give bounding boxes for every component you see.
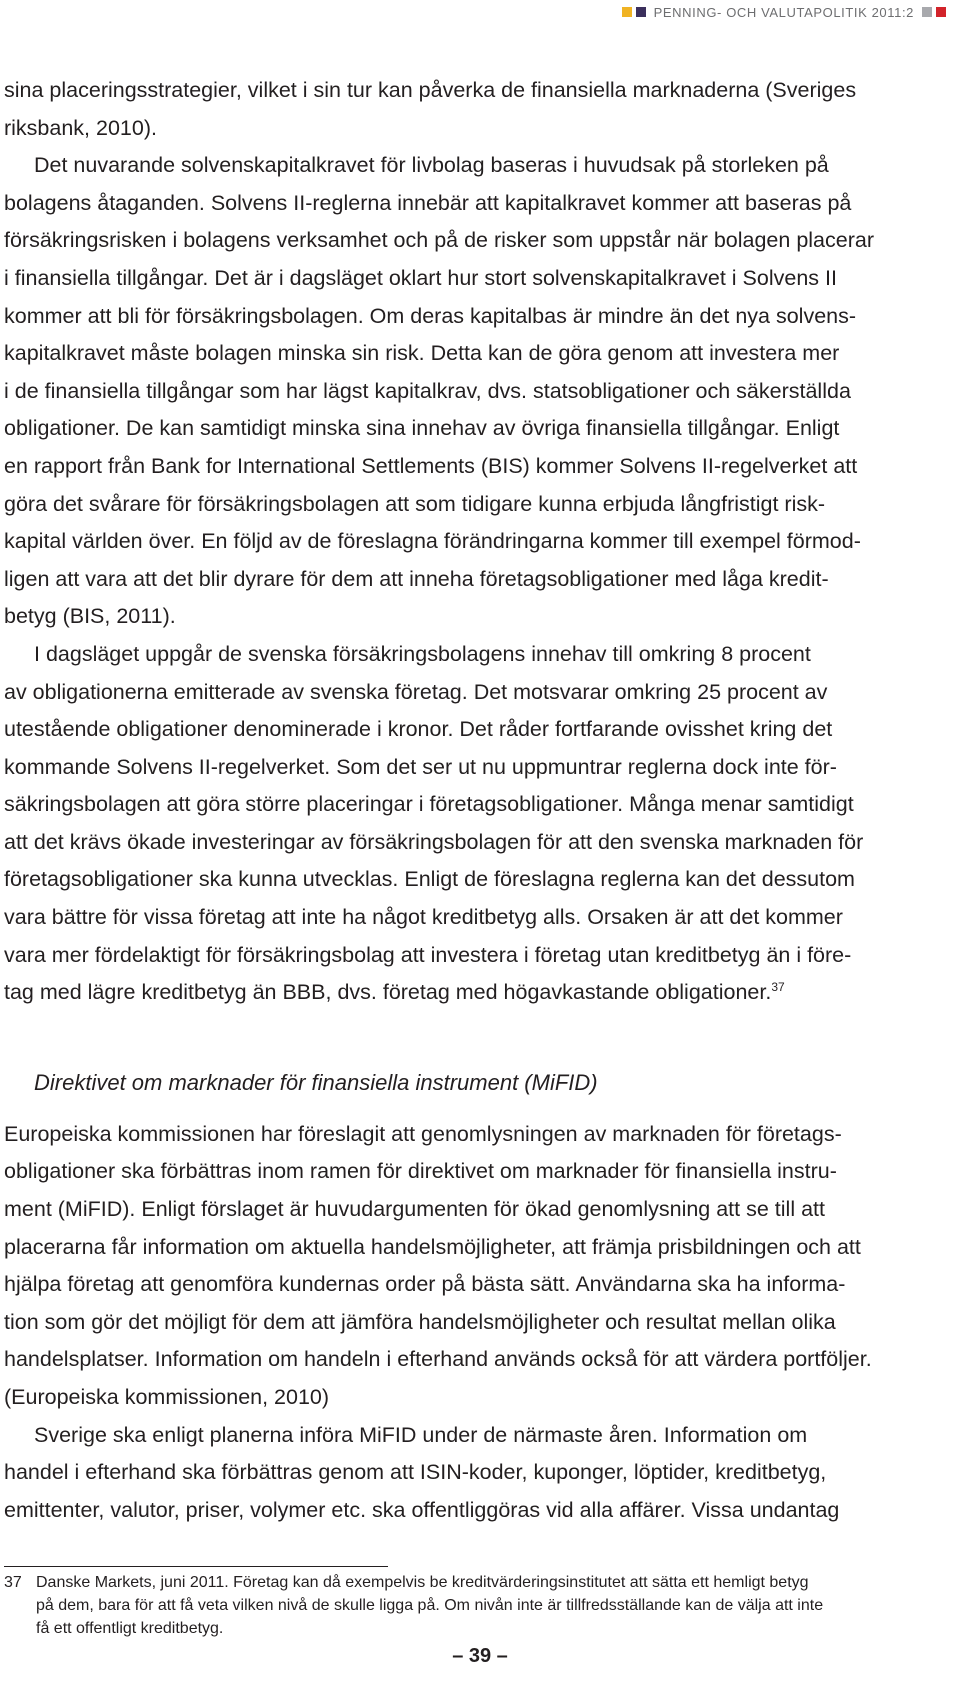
text-line: att det krävs ökade investeringar av försäkringsbolagen för att den svenska marknaden för [4,829,864,854]
text-block-mifid [4,1116,956,1530]
text-line: i finansiella tillgångar. Det är i dagsläget oklart hur stort solvenskapitalkravet i Solvens II [4,265,837,290]
text-line: vara bättre för vissa företag att inte ha något kreditbetyg alls. Orsaken är att det kommer [4,905,843,930]
footnote [4,1571,956,1640]
header-square-yellow-icon [622,7,632,17]
text-line: hjälpa företag att genomföra kundernas order på bästa sätt. Användarna ska ha informa- [4,1272,846,1297]
footnote-line: få ett offentligt kreditbetyg. [36,1620,224,1637]
text-line: I dagsläget uppgår de svenska försäkringsbolagens innehav till omkring 8 procent [34,641,811,666]
text-block-solvens [4,72,956,1012]
paragraph [4,1116,956,1417]
paragraph [4,72,956,147]
footnote-line: på dem, bara för att få veta vilken nivå de skulle ligga på. Om nivån inte är tillfredsställande kan de välja att inte [36,1597,824,1614]
text-line: sina placeringsstrategier, vilket i sin tur kan påverka de finansiella marknaderna (Sveriges [4,78,857,102]
text-line: av obligationerna emitterade av svenska företag. Det motsvarar omkring 25 procent av [4,679,828,704]
text-line: betyg (BIS, 2011). [4,604,176,629]
text-line: emittenter, valutor, priser, volymer etc. ska offentliggöras vid alla affärer. Vissa undantag [4,1497,840,1522]
text-line-content: tag med lägre kreditbetyg än BBB, dvs. företag med högavkastande obligationer. [4,980,772,1005]
text-line: utestående obligationer denominerade i kronor. Det råder fortfarande ovisshet kring det [4,717,833,742]
footnote-number: 37 [4,1574,22,1591]
text-line: tion som gör det möjligt för dem att jämföra handelsmöjligheter och resultat mellan olika [4,1309,836,1334]
text-line: en rapport från Bank for International Settlements (BIS) kommer Solvens II-regelverket att [4,453,858,478]
text-line: handel i efterhand ska förbättras genom att ISIN-koder, kuponger, löptider, kreditbetyg, [4,1460,827,1485]
paragraph [4,147,956,636]
text-line: handelsplatser. Information om handeln i efterhand används också för att värdera portföljer. [4,1347,872,1372]
text-line: obligationer ska förbättras inom ramen för direktivet om marknader för finansiella instru- [4,1159,837,1184]
text-line [4,974,956,1012]
paragraph [4,1417,956,1530]
text-line: kommande Solvens II-regelverket. Som det ser ut nu uppmuntrar reglerna dock inte för- [4,754,837,779]
footnote-line: Danske Markets, juni 2011. Företag kan då exempelvis be kreditvärderingsinstitutet att sätta ett hemligt betyg [36,1574,809,1591]
text-line: bolagens åtaganden. Solvens II-reglerna innebär att kapitalkravet kommer att baseras på [4,190,852,215]
header-square-grey-icon [922,7,932,17]
text-line: Europeiska kommissionen har föreslagit att genomlysningen av marknaden för företags- [4,1121,842,1146]
text-line: obligationer. De kan samtidigt minska sina innehav av övriga finansiella tillgångar. Enligt [4,416,840,441]
text-line: Det nuvarande solvenskapitalkravet för livbolag baseras i huvudsak på storleken på [34,153,829,178]
text-line: ment (MiFID). Enligt förslaget är huvudargumenten för ökad genomlysning att se till att [4,1197,825,1222]
footnote-divider [4,1566,388,1567]
footnote-reference[interactable]: 37 [771,980,785,995]
text-line: försäkringsrisken i bolagens verksamhet och på de risker som uppstår när bolagen placerar [4,228,874,253]
body-text [4,72,956,1529]
running-header [622,3,946,21]
text-line: kapital världen över. En följd av de föreslagna förändringarna kommer till exempel förmod- [4,529,861,554]
text-line: placerarna får information om aktuella handelsmöjligheter, att främja prisbildningen och att [4,1234,861,1259]
footnote-text [36,1571,823,1640]
text-line: ligen att vara att det blir dyrare för dem att inneha företagsobligationer med låga kredit- [4,566,829,591]
text-line: (Europeiska kommissionen, 2010) [4,1385,330,1409]
section-subheading: Direktivet om marknader för finansiella instrument (MiFID) [34,1069,598,1095]
text-line: göra det svårare för försäkringsbolagen att som tidigare kunna erbjuda långfristigt risk- [4,491,825,516]
text-line: företagsobligationer ska kunna utvecklas. Enligt de föreslagna reglerna kan det dessutom [4,867,855,892]
header-square-purple-icon [636,7,646,17]
header-square-red-icon [936,7,946,17]
text-line: Sverige ska enligt planerna införa MiFID under de närmaste åren. Information om [34,1422,808,1447]
text-line: säkringsbolagen att göra större placeringar i företagsobligationer. Många menar samtidigt [4,792,854,817]
header-title: PENNING- OCH VALUTAPOLITIK 2011:2 [653,4,914,20]
text-line: kommer att bli för försäkringsbolagen. Om deras kapitalbas är mindre än det nya solvens- [4,303,857,328]
text-line: riksbank, 2010). [4,115,157,140]
text-line: i de finansiella tillgångar som har lägst kapitalkrav, dvs. statsobligationer och säkerställda [4,378,851,403]
text-line: vara mer fördelaktigt för försäkringsbolag att investera i företag utan kreditbetyg än i före- [4,942,852,967]
paragraph [4,636,956,1012]
text-line: kapitalkravet måste bolagen minska sin risk. Detta kan de göra genom att investera mer [4,341,840,366]
page-number: – 39 – [452,1645,508,1667]
